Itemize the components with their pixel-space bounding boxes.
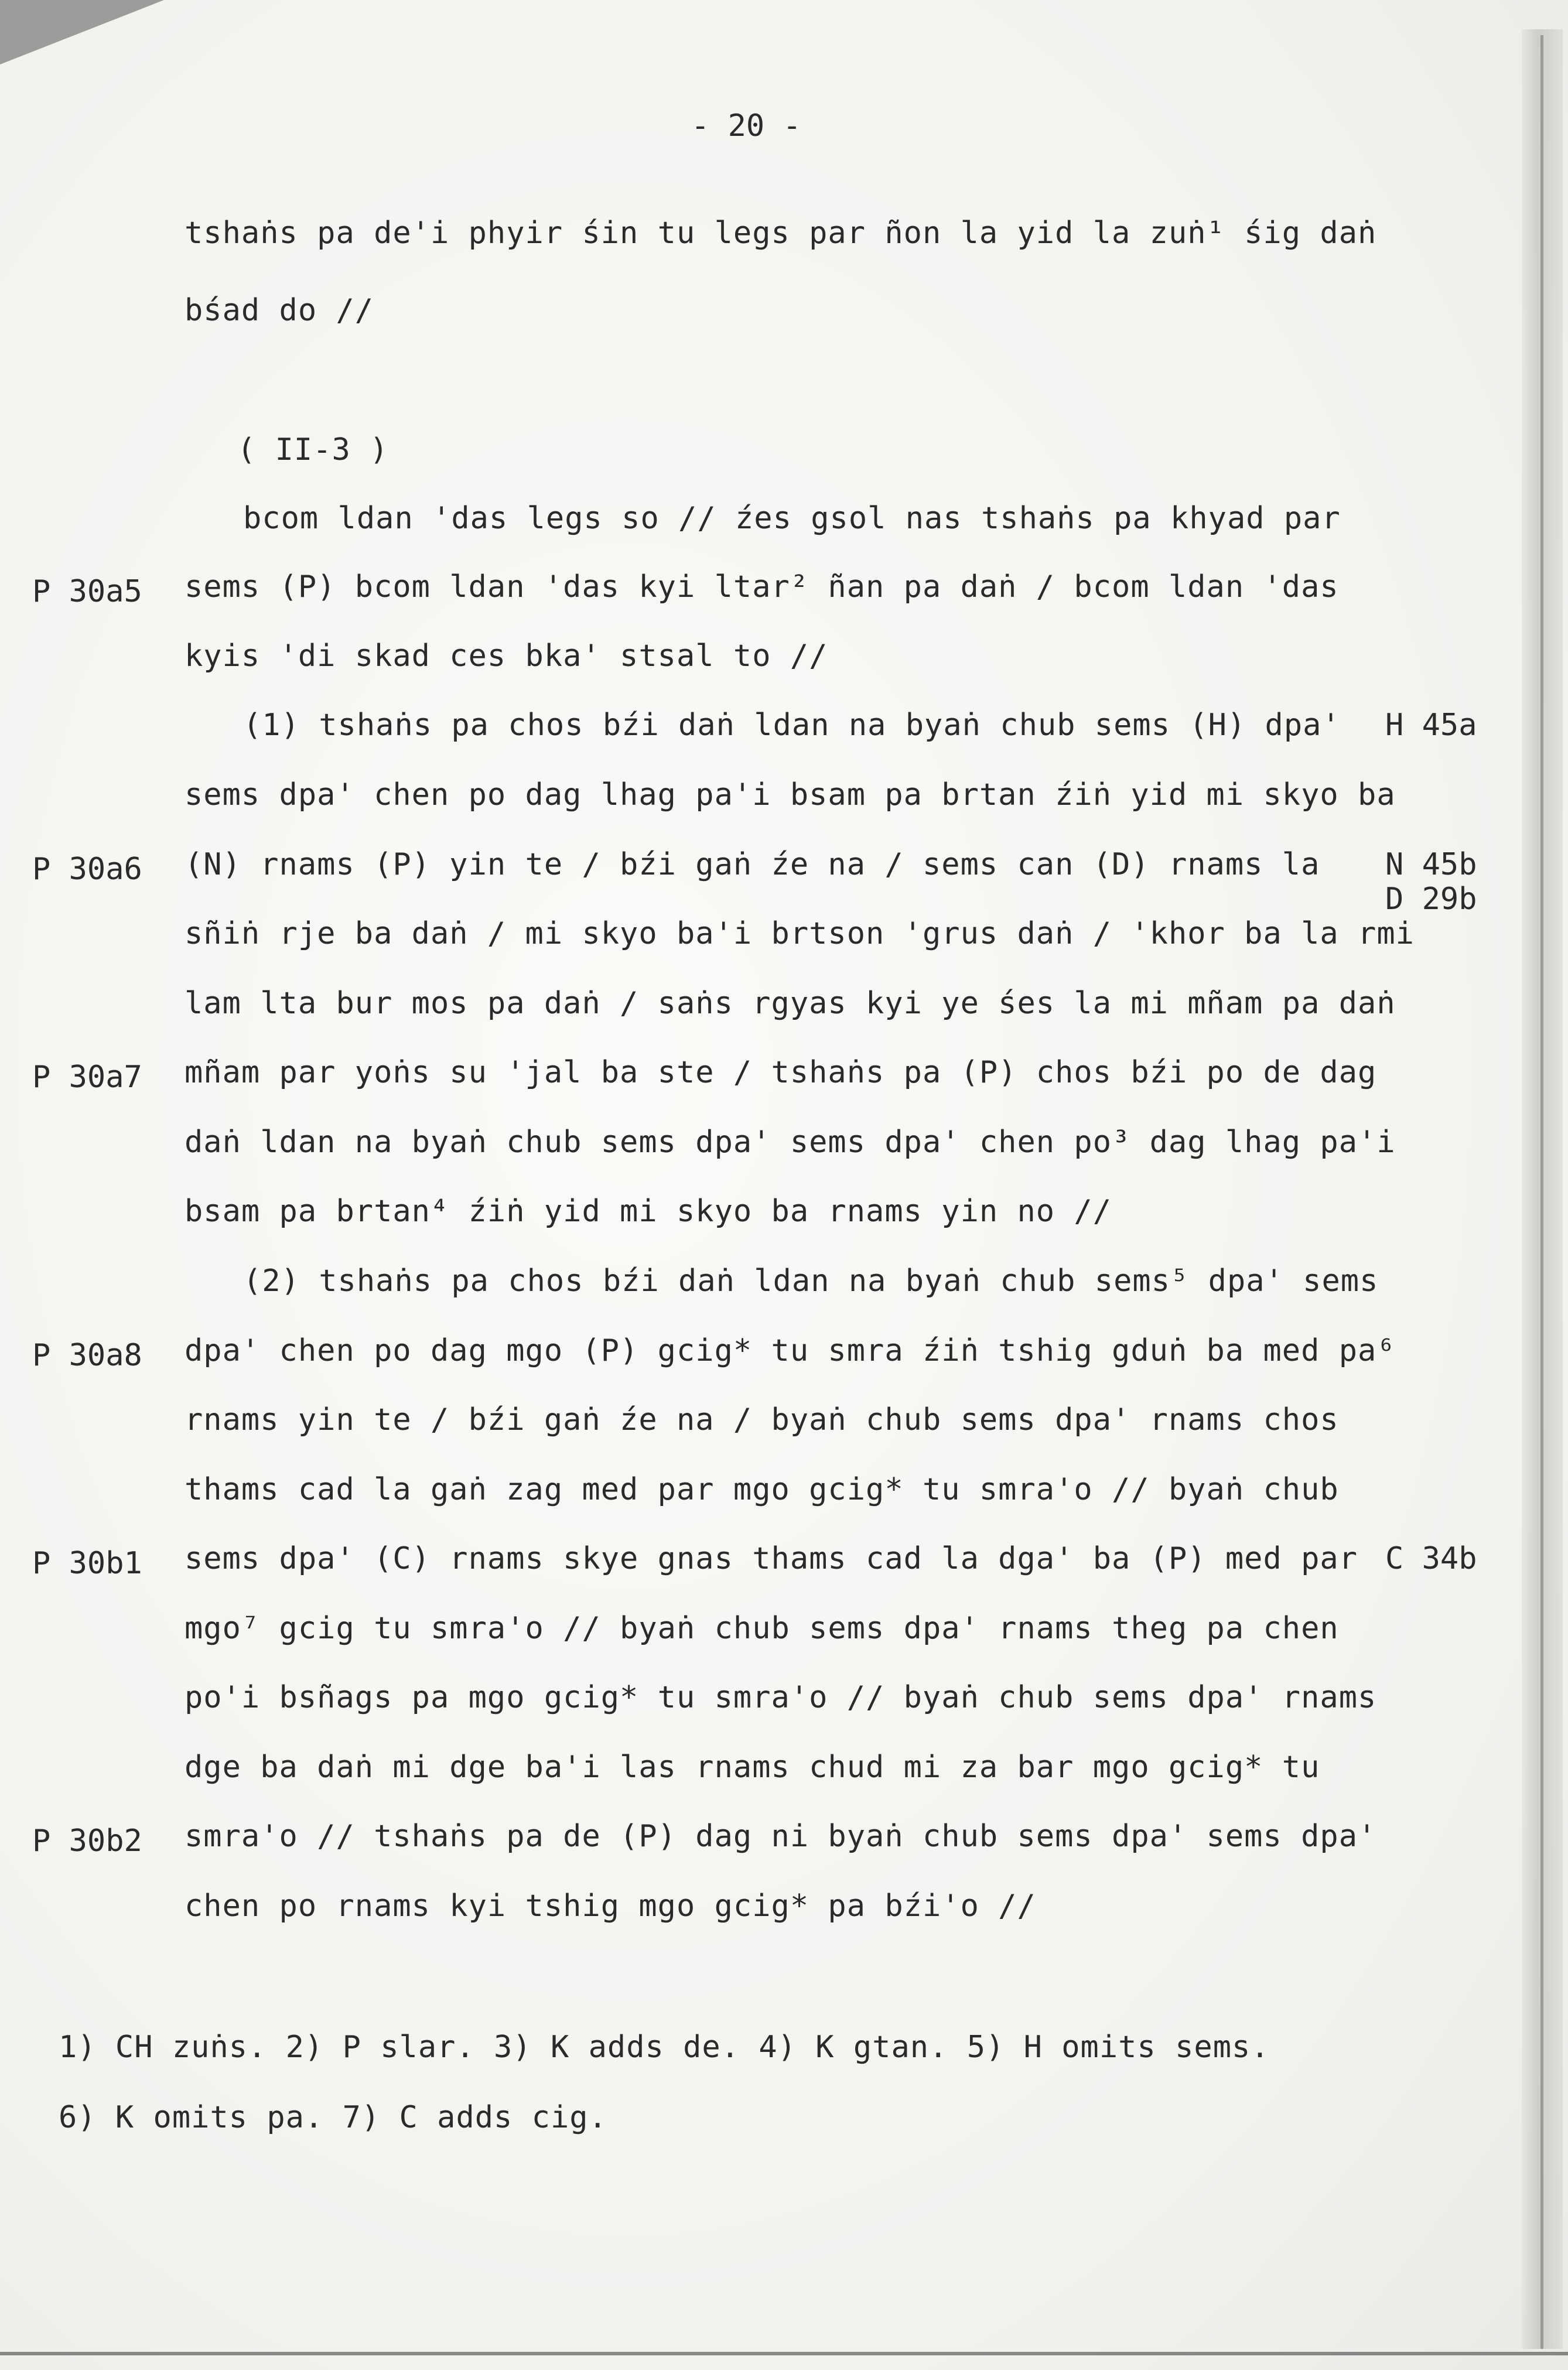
folio-ref: P 30a6 [32, 852, 142, 887]
text-line: tshaṅs pa de'i phyir śin tu legs par ñon la yid la zuṅ¹ śig daṅ [185, 216, 1377, 251]
scan-right-line [1540, 35, 1543, 2349]
text-line: lam lta bur mos pa daṅ / saṅs rgyas kyi ye śes la mi mñam pa daṅ [185, 986, 1396, 1021]
section-heading: ( II-3 ) [237, 432, 389, 467]
text-line: sems (P) bcom ldan 'das kyi ltar² ñan pa daṅ / bcom ldan 'das [185, 569, 1339, 605]
text-line: mñam par yoṅs su 'jal ba ste / tshaṅs pa (P) chos bźi po de dag [185, 1055, 1377, 1090]
text-line: daṅ ldan na byaṅ chub sems dpa' sems dpa' chen po³ dag lhag pa'i [185, 1125, 1396, 1160]
folio-ref: P 30b2 [32, 1823, 142, 1859]
text-line: sñiṅ rje ba daṅ / mi skyo ba'i brtson 'grus daṅ / 'khor ba la rmi [185, 916, 1415, 951]
folio-ref: P 30b1 [32, 1546, 142, 1581]
footnote: 6) K omits pa. 7) C adds cig. [59, 2100, 607, 2135]
text-line: bśad do // [185, 293, 374, 328]
folio-ref: P 30a7 [32, 1060, 142, 1095]
text-line: chen po rnams kyi tshig mgo gcig* pa bźi'o // [185, 1889, 1036, 1924]
margin-ref: D 29b [1385, 882, 1477, 917]
page-number: - 20 - [691, 108, 801, 144]
margin-ref: N 45b [1385, 847, 1477, 882]
margin-ref: H 45a [1385, 708, 1477, 743]
text-line: sems dpa' chen po dag lhag pa'i bsam pa brtan źiṅ yid mi skyo ba [185, 777, 1396, 812]
scan-corner-shadow [0, 0, 164, 64]
footnote: 1) CH zuṅs. 2) P slar. 3) K adds de. 4) K gtan. 5) H omits sems. [59, 2030, 1270, 2065]
text-line: smra'o // tshaṅs pa de (P) dag ni byaṅ chub sems dpa' sems dpa' [185, 1819, 1377, 1854]
folio-ref: P 30a5 [32, 574, 142, 609]
margin-ref: C 34b [1385, 1541, 1477, 1576]
text-line: bsam pa brtan⁴ źiṅ yid mi skyo ba rnams yin no // [185, 1194, 1112, 1229]
text-line: thams cad la gaṅ zag med par mgo gcig* tu smra'o // byaṅ chub [185, 1472, 1339, 1507]
text-line: po'i bsñags pa mgo gcig* tu smra'o // byaṅ chub sems dpa' rnams [185, 1680, 1377, 1715]
text-line: (1) tshaṅs pa chos bźi daṅ ldan na byaṅ chub sems (H) dpa' [243, 708, 1341, 743]
text-line: (N) rnams (P) yin te / bźi gaṅ źe na / sems can (D) rnams la [185, 847, 1320, 882]
text-line: mgo⁷ gcig tu smra'o // byaṅ chub sems dpa' rnams theg pa chen [185, 1611, 1339, 1646]
scan-bottom-line [0, 2352, 1568, 2355]
text-line: dpa' chen po dag mgo (P) gcig* tu smra źiṅ tshig gduṅ ba med pa⁶ [185, 1333, 1396, 1368]
text-line: rnams yin te / bźi gaṅ źe na / byaṅ chub sems dpa' rnams chos [185, 1402, 1339, 1437]
text-line: kyis 'di skad ces bka' stsal to // [185, 638, 828, 674]
text-line: dge ba daṅ mi dge ba'i las rnams chud mi za bar mgo gcig* tu [185, 1750, 1320, 1785]
folio-ref: P 30a8 [32, 1338, 142, 1373]
text-line: (2) tshaṅs pa chos bźi daṅ ldan na byaṅ chub sems⁵ dpa' sems [243, 1263, 1379, 1299]
text-line: sems dpa' (C) rnams skye gnas thams cad la dga' ba (P) med par [185, 1541, 1358, 1576]
text-line: bcom ldan 'das legs so // źes gsol nas tshaṅs pa khyad par [243, 501, 1341, 536]
